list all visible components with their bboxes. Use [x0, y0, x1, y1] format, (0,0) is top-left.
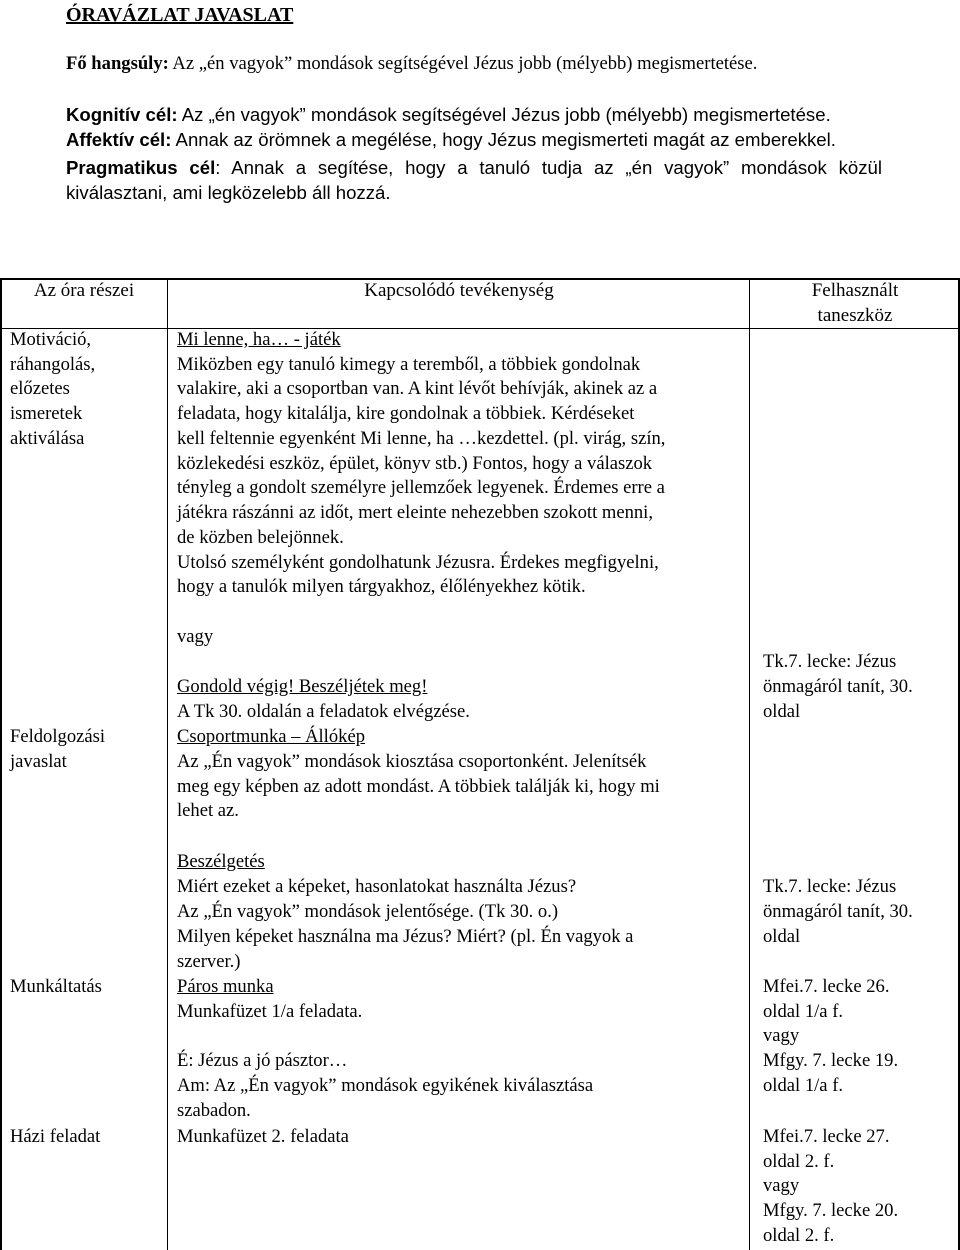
tool-textbook-line: Tk.7. lecke: Jézus: [763, 651, 897, 672]
column-tools: [750, 278, 960, 1250]
cognitive-goal-label: Kognitív cél:: [66, 104, 178, 125]
tool-workbook-line: vagy: [763, 1175, 800, 1196]
tool-workbook-line: Mfgy. 7. lecke 19.: [763, 1050, 899, 1071]
discussion-line: Miért ezeket a képeket, hasonlatokat használta Jézus?: [177, 876, 577, 897]
header-tools-line1: Felhasznált: [811, 280, 899, 301]
homework-text: Munkafüzet 2. feladata: [177, 1126, 349, 1147]
part-homework: Házi feladat: [10, 1126, 101, 1147]
pair-work-line: Munkafüzet 1/a feladata.: [177, 1001, 363, 1022]
game-line: játékra rászánni az időt, mert eleinte nehezebben szokott menni,: [177, 502, 654, 523]
tool-workbook-line: Mfei.7. lecke 26.: [763, 976, 890, 997]
game-line: Miközben egy tanuló kimegy a teremből, a többiek gondolnak: [177, 354, 641, 375]
part-motivation-1: Motiváció,: [10, 329, 92, 350]
main-focus-text: Az „én vagyok” mondások segítségével Jézus jobb (mélyebb) megismertetése.: [168, 53, 758, 74]
game-line: közlekedési eszköz, épület, könyv stb.) Fontos, hogy a válaszok: [177, 453, 653, 474]
group-work-title: Csoportmunka – Állókép: [177, 726, 365, 747]
shepherd-line: Am: Az „Én vagyok” mondások egyikének kiválasztása: [177, 1075, 594, 1096]
header-row-divider: [0, 328, 960, 329]
group-work-line: meg egy képben az adott mondást. A többiek találják ki, hogy mi: [177, 776, 660, 797]
game-line: tényleg a gondolt személyre jellemzőek legyenek. Érdemes erre a: [177, 477, 665, 498]
pragmatic-goal-line: [66, 155, 882, 205]
game-line: kell feltennie egyenként Mi lenne, ha …kezdettel. (pl. virág, szín,: [177, 428, 666, 449]
group-work-line: lehet az.: [177, 800, 239, 821]
tool-workbook-line: oldal 2. f.: [763, 1151, 835, 1172]
shepherd-line: szabadon.: [177, 1100, 251, 1121]
pair-work-title: Páros munka: [177, 976, 274, 997]
tool-workbook-line: oldal 2. f.: [763, 1225, 835, 1246]
discussion-title: Beszélgetés: [177, 851, 265, 872]
discussion-line: szerver.): [177, 951, 241, 972]
header-tools-line2: taneszköz: [817, 305, 893, 326]
affective-goal-label: Affektív cél:: [66, 129, 172, 150]
part-processing-1: Feldolgozási: [10, 726, 106, 747]
part-practice: Munkáltatás: [10, 976, 102, 997]
part-motivation-3: előzetes: [10, 378, 70, 399]
tool-workbook-line: oldal 1/a f.: [763, 1001, 844, 1022]
think-line: A Tk 30. oldalán a feladatok elvégzése.: [177, 701, 470, 722]
game-line: feladata, hogy kitalálja, kire gondolnak a többiek. Kérdéseket: [177, 403, 635, 424]
game-line: hogy a tanulók milyen tárgyakhoz, élőlényekhez kötik.: [177, 576, 586, 597]
main-focus-label: Fő hangsúly:: [66, 53, 169, 74]
part-motivation-5: aktiválása: [10, 428, 85, 449]
group-work-line: Az „Én vagyok” mondások kiosztása csoportonként. Jelenítsék: [177, 751, 647, 772]
lesson-plan-table: [0, 278, 960, 1250]
tool-textbook-line: oldal: [763, 926, 801, 947]
tool-textbook-line: oldal: [763, 701, 801, 722]
main-focus-line: [66, 52, 757, 76]
pragmatic-goal-label: Pragmatikus cél: [66, 157, 216, 178]
tool-workbook-line: oldal 1/a f.: [763, 1075, 844, 1096]
cognitive-goal-line: [66, 103, 831, 127]
part-processing-2: javaslat: [10, 751, 67, 772]
affective-goal-text: Annak az örömnek a megélése, hogy Jézus megismerteti magát az emberekkel.: [171, 129, 836, 150]
part-motivation-4: ismeretek: [10, 403, 83, 424]
tool-textbook-line: Tk.7. lecke: Jézus: [763, 876, 897, 897]
tool-workbook-line: Mfgy. 7. lecke 20.: [763, 1200, 899, 1221]
tool-textbook-line: önmagáról tanít, 30.: [763, 901, 913, 922]
shepherd-title: É: Jézus a jó pásztor…: [177, 1050, 348, 1071]
game-line: de közben belejönnek.: [177, 527, 344, 548]
page-title: ÓRAVÁZLAT JAVASLAT: [66, 4, 294, 26]
tool-workbook-line: Mfei.7. lecke 27.: [763, 1126, 890, 1147]
discussion-line: Az „Én vagyok” mondások jelentősége. (Tk 30. o.): [177, 901, 559, 922]
part-motivation-2: ráhangolás,: [10, 354, 96, 375]
game-line: valakire, aki a csoportban van. A kint lévőt behívják, akinek az a: [177, 378, 658, 399]
pragmatic-goal-text: : Annak a segítése, hogy a tanuló tudja az „én vagyok” mondások közül kiválasztani, ami legközelebb áll hozzá.: [66, 157, 882, 203]
tool-workbook-line: vagy: [763, 1025, 800, 1046]
cognitive-goal-text: Az „én vagyok” mondások segítségével Jézus jobb (mélyebb) megismertetése.: [177, 104, 831, 125]
game-title: Mi lenne, ha… - játék: [177, 329, 341, 350]
affective-goal-line: [66, 128, 836, 152]
or-text: vagy: [177, 626, 214, 647]
tool-textbook-line: önmagáról tanít, 30.: [763, 676, 913, 697]
header-activity: Kapcsolódó tevékenység: [364, 280, 554, 301]
game-line: Utolsó személyként gondolhatunk Jézusra. Érdekes megfigyelni,: [177, 552, 659, 573]
header-parts: Az óra részei: [33, 280, 135, 301]
discussion-line: Milyen képeket használna ma Jézus? Miért? (pl. Én vagyok a: [177, 926, 634, 947]
think-title: Gondold végig! Beszéljétek meg!: [177, 676, 428, 697]
